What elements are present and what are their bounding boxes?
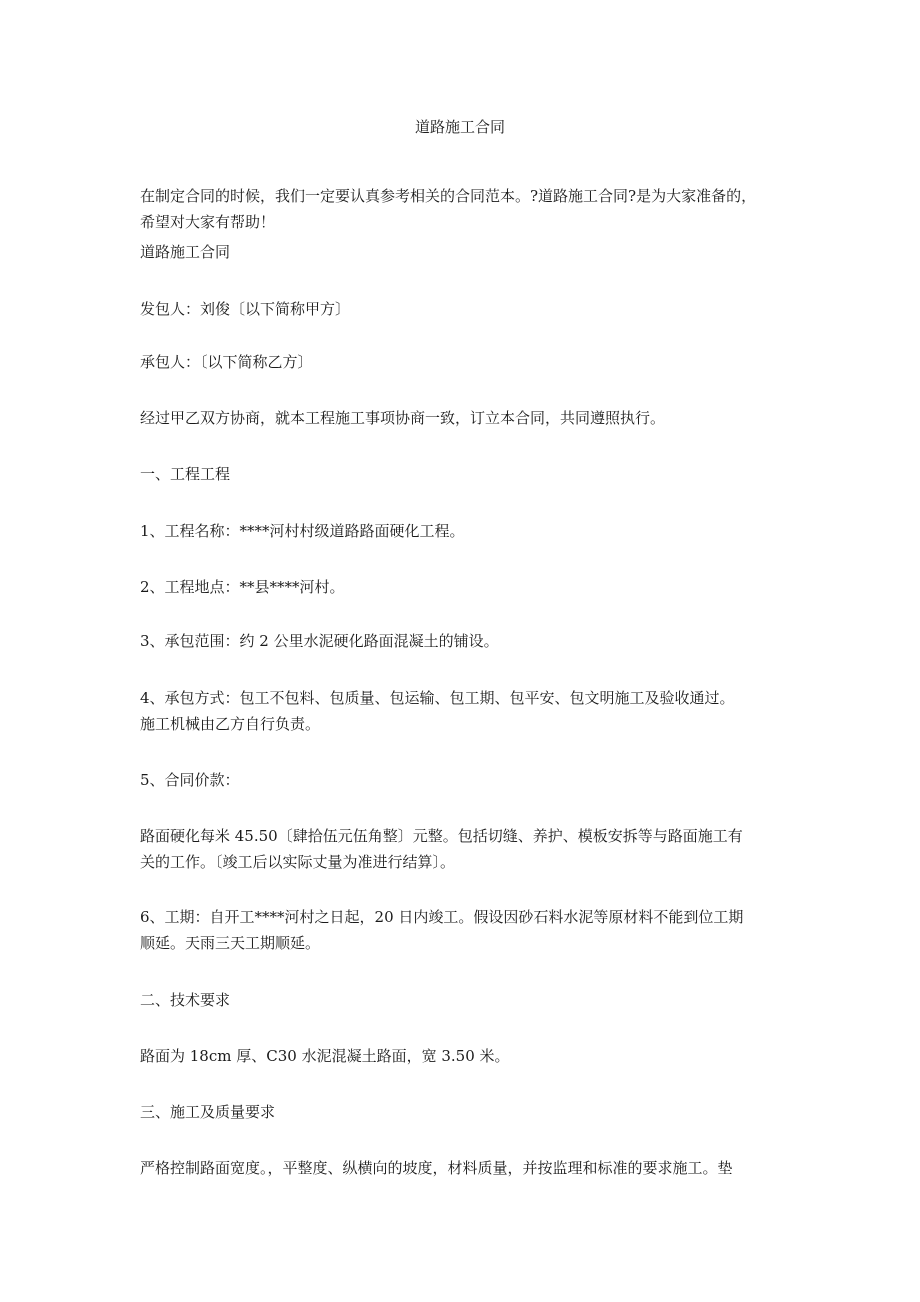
item-4-contract-method [140, 685, 790, 737]
price-line-1: 路面硬化每米 45.50〔肆拾伍元伍角整〕元整。包括切缝、养护、模板安拆等与路面施工有 [140, 827, 743, 845]
document-subtitle: 道路施工合同 [140, 243, 231, 261]
document-title: 道路施工合同 [414, 118, 505, 136]
price-paragraph [140, 823, 790, 875]
section-2-heading: 二、技术要求 [140, 991, 231, 1009]
item-6-schedule [140, 904, 790, 956]
quality-paragraph: 严格控制路面宽度。，平整度、纵横向的坡度，材料质量，并按监理和标准的要求施工。垫 [140, 1159, 733, 1177]
item-6-line-2: 顺延。天雨三天工期顺延。 [140, 934, 321, 952]
section-1-heading: 一、工程工程 [140, 465, 231, 483]
item-2-project-location: 2、工程地点：**县****河村。 [140, 578, 345, 596]
item-1-project-name: 1、工程名称：****河村村级道路路面硬化工程。 [140, 522, 465, 540]
item-4-line-2: 施工机械由乙方自行负责。 [140, 715, 321, 733]
employer-line: 发包人：刘俊〔以下简称甲方〕 [140, 300, 351, 318]
intro-line-2: 希望对大家有帮助！ [140, 213, 276, 231]
price-line-2: 关的工作。〔竣工后以实际丈量为准进行结算〕。 [140, 853, 456, 871]
section-3-heading: 三、施工及质量要求 [140, 1103, 276, 1121]
tech-spec-paragraph: 路面为 18cm 厚、C30 水泥混凝土路面，宽 3.50 米。 [140, 1047, 510, 1065]
contractor-line: 承包人：〔以下简称乙方〕 [140, 353, 313, 371]
item-3-scope: 3、承包范围：约 2 公里水泥硬化路面混凝土的铺设。 [140, 632, 499, 650]
agreement-paragraph: 经过甲乙双方协商，就本工程施工事项协商一致，订立本合同，共同遵照执行。 [140, 409, 666, 427]
item-4-line-1: 4、承包方式：包工不包料、包质量、包运输、包工期、包平安、包文明施工及验收通过。 [140, 689, 735, 707]
intro-line-1: 在制定合同的时候，我们一定要认真参考相关的合同范本。?道路施工合同?是为大家准备的， [140, 187, 757, 205]
item-6-line-1: 6、工期：自开工****河村之日起，20 日内竣工。假设因砂石料水泥等原材料不能到位工期 [140, 908, 744, 926]
item-5-contract-price: 5、合同价款： [140, 771, 240, 789]
intro-paragraph [140, 183, 790, 235]
